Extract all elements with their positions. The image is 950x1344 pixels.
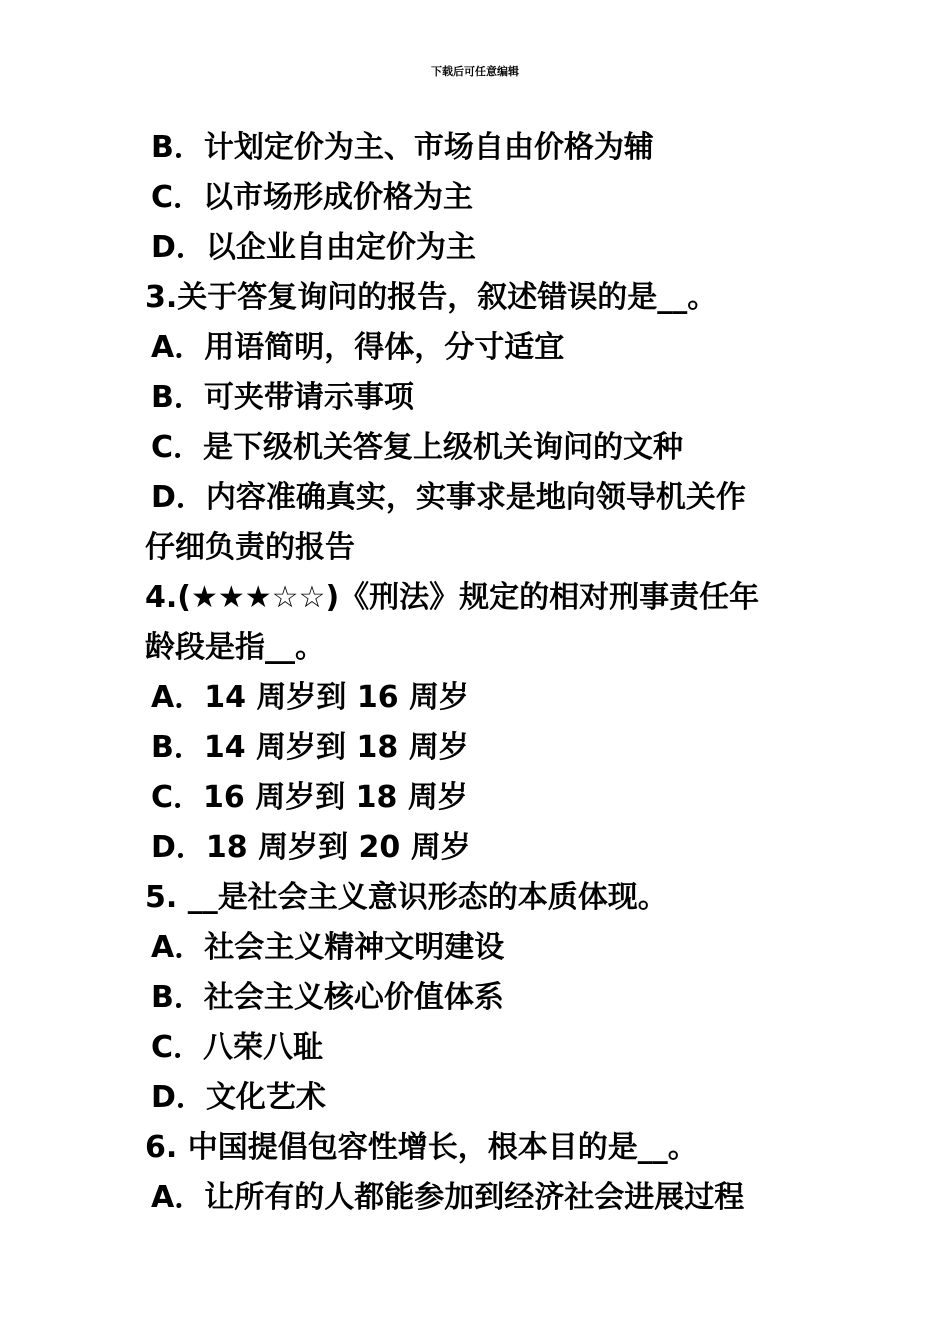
option-line: A．让所有的人都能参加到经济社会进展过程 (151, 1180, 745, 1215)
option-line: B．计划定价为主、市场自由价格为辅 (151, 130, 654, 165)
option-line: A．14 周岁到 16 周岁 (151, 680, 470, 715)
option-line: D．文化艺术 (151, 1080, 326, 1115)
question-line: 4.(★★★☆☆)《刑法》规定的相对刑事责任年 (145, 580, 760, 615)
option-line: B．14 周岁到 18 周岁 (151, 730, 469, 765)
option-line: D．内容准确真实，实事求是地向领导机关作 (151, 480, 746, 515)
option-line: C．八荣八耻 (151, 1030, 324, 1065)
option-line: A．社会主义精神文明建设 (151, 930, 505, 965)
option-line: C．是下级机关答复上级机关询问的文种 (151, 430, 684, 465)
option-line: D．18 周岁到 20 周岁 (151, 830, 471, 865)
question-line: 3.关于答复询问的报告，叙述错误的是__。 (145, 280, 718, 315)
option-line: A．用语简明，得体，分寸适宜 (151, 330, 565, 365)
page-header: 下载后可任意编辑 (431, 65, 519, 78)
option-line: B．可夹带请示事项 (151, 380, 414, 415)
question-line: 仔细负责的报告 (145, 530, 355, 565)
document-body (145, 123, 825, 1223)
question-line: 龄段是指__。 (145, 630, 325, 665)
option-line: B．社会主义核心价值体系 (151, 980, 504, 1015)
option-line: D．以企业自由定价为主 (151, 230, 476, 265)
question-line: 6. 中国提倡包容性增长，根本目的是__。 (145, 1130, 698, 1165)
option-line: C．以市场形成价格为主 (151, 180, 474, 215)
question-line: 5. __是社会主义意识形态的本质体现。 (145, 880, 668, 915)
option-line: C．16 周岁到 18 周岁 (151, 780, 468, 815)
